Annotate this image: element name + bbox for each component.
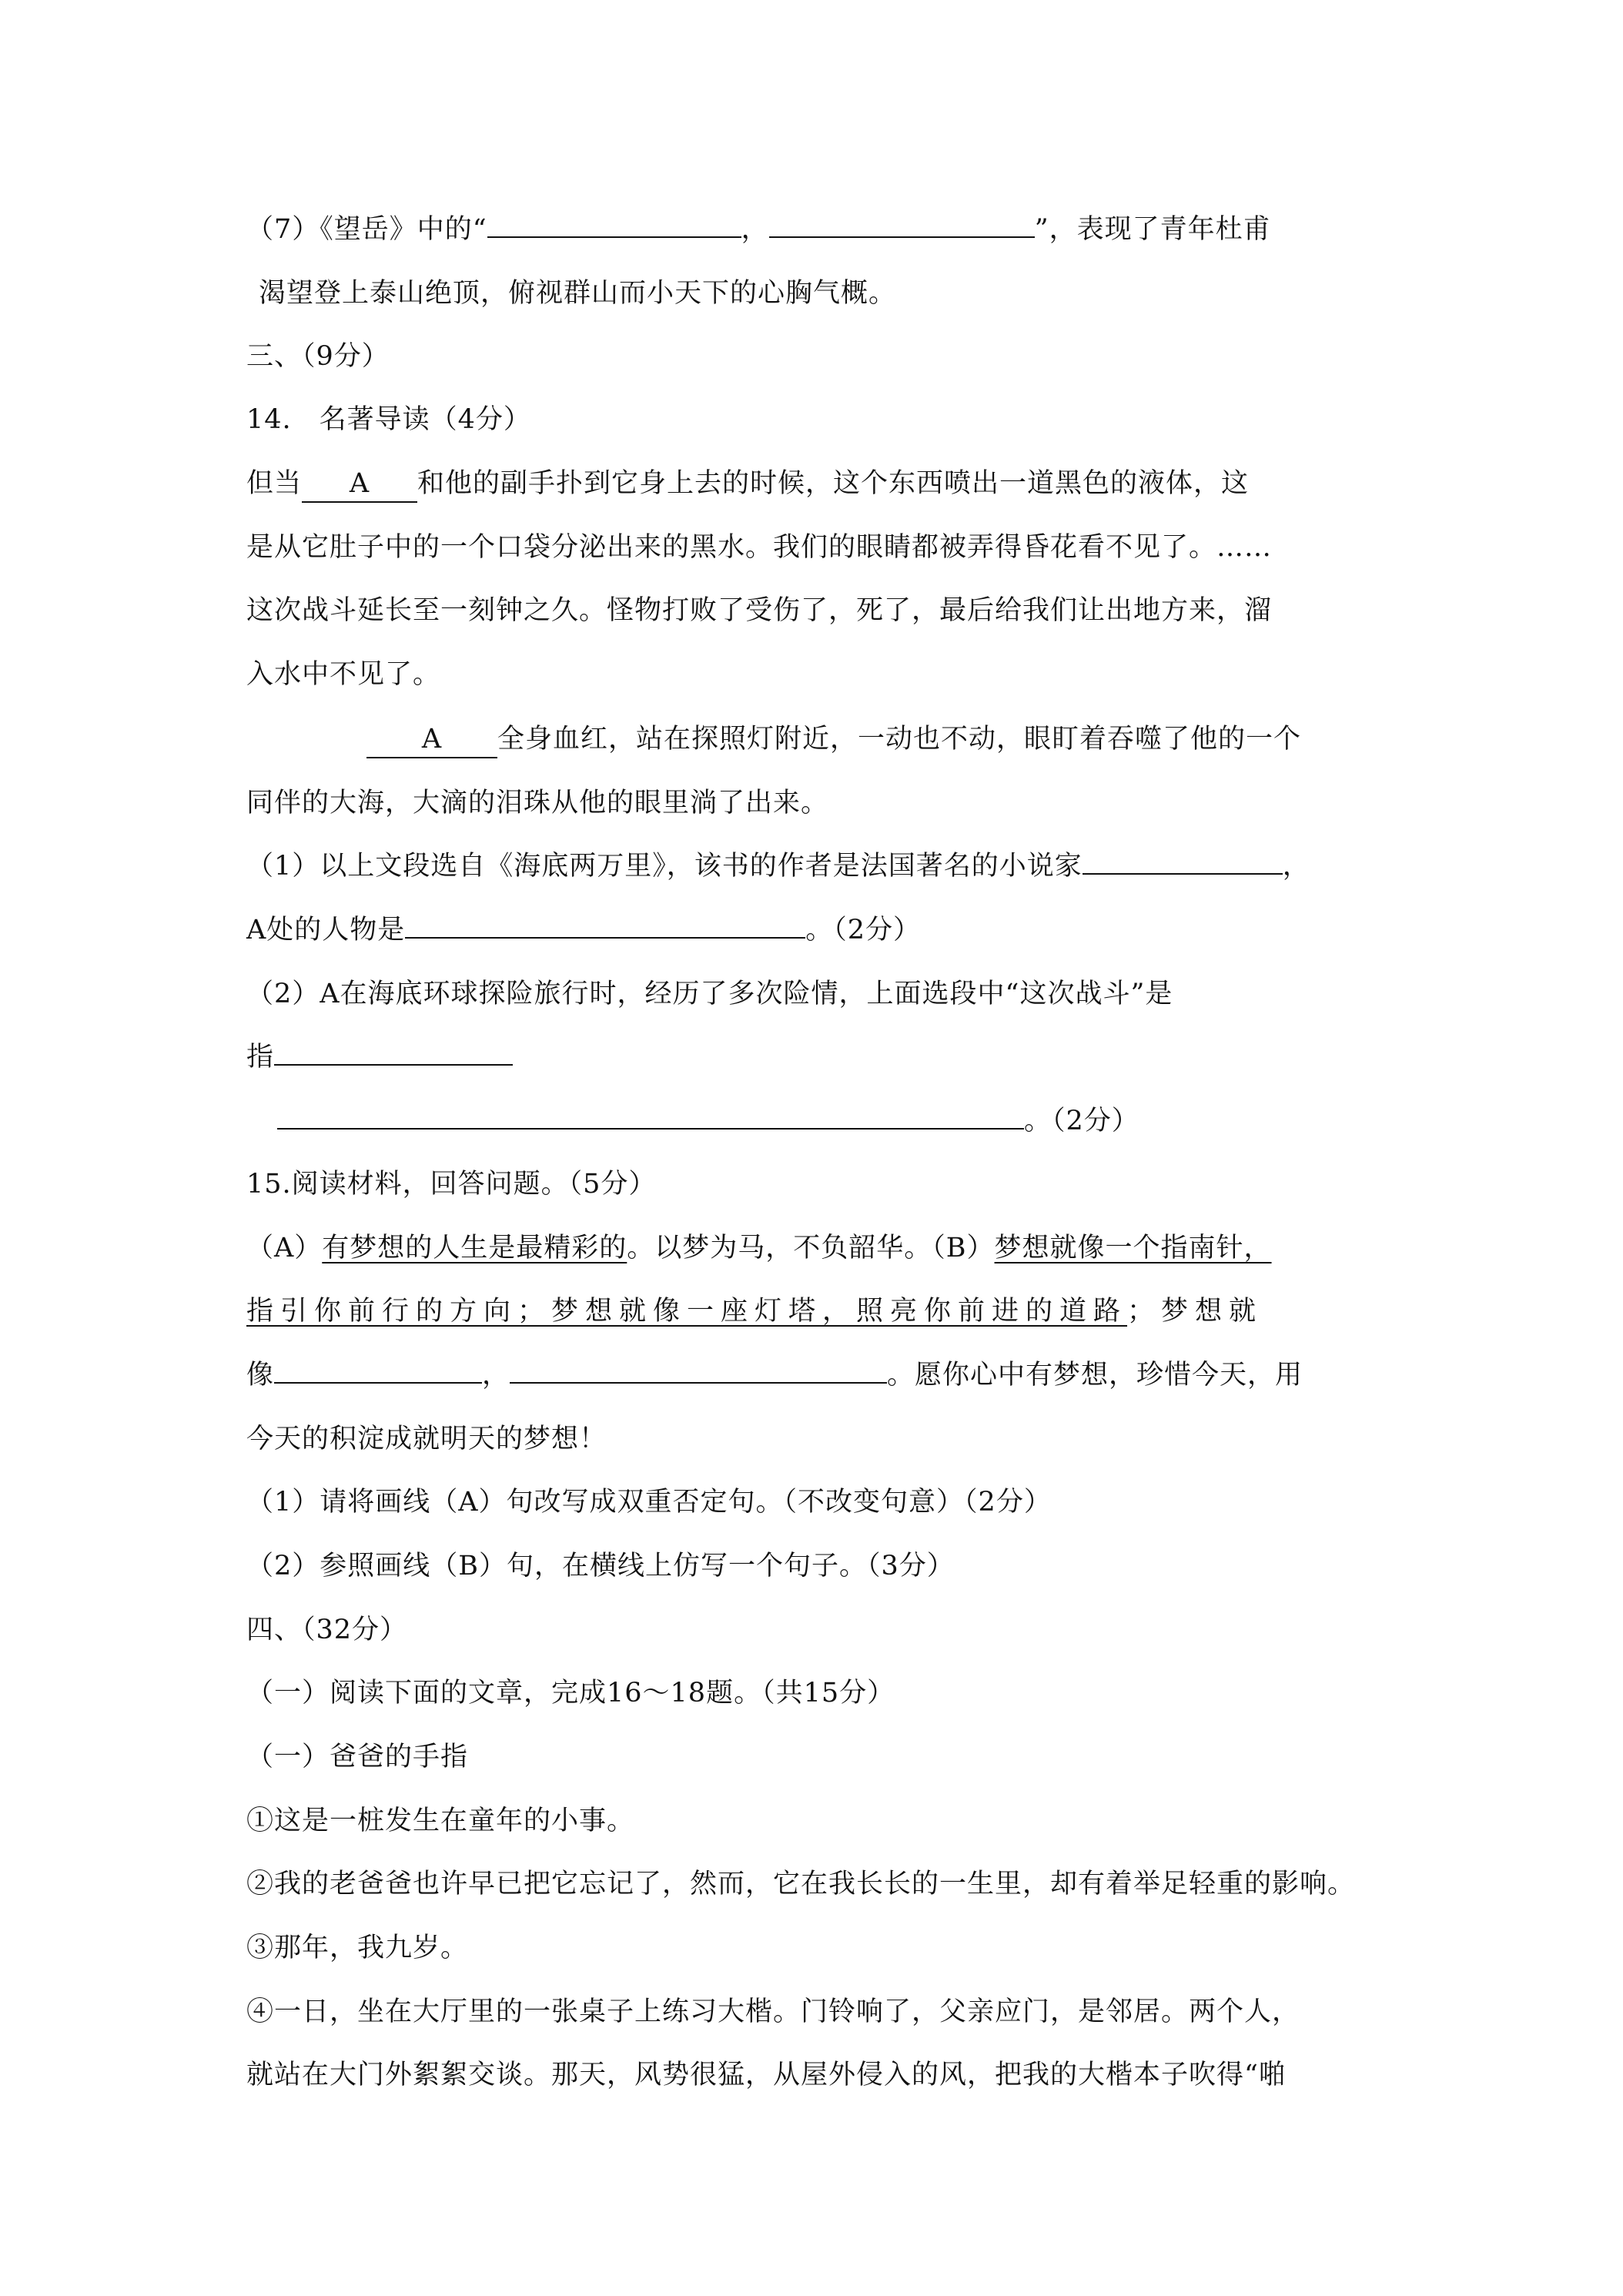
question-14-2: （2）A在海底环球探险旅行时，经历了多次险情，上面选段中“这次战斗”是 (246, 979, 1173, 1009)
section-heading-4: 四、（32分） (246, 1615, 408, 1645)
material-line (246, 1294, 1263, 1329)
text: 像 (246, 1360, 275, 1391)
text: 但当 (246, 468, 303, 499)
text: ， (741, 214, 769, 245)
question-14-2-cont (277, 1103, 1139, 1139)
article-paragraph: 就站在大门外絮絮交谈。那天，风势很猛，从屋外侵入的风，把我的大楷本子吹得“啪 (246, 2060, 1287, 2090)
blank-letter-a: A (366, 721, 497, 758)
question-14-1-cont (246, 912, 921, 948)
article-paragraph: ④一日，坐在大厅里的一张桌子上练习大楷。门铃响了，父亲应门，是邻居。两个人， (246, 1996, 1300, 2027)
underlined-sentence-b: 指引你前行的方向；梦想就像一座灯塔，照亮你前进的道路 (246, 1296, 1128, 1327)
question-14-2-cont (246, 1039, 513, 1075)
answer-blank-2[interactable] (769, 213, 1035, 238)
blank-letter-a: A (302, 466, 417, 503)
text: ， (1282, 851, 1310, 882)
text: A处的人物是 (246, 915, 406, 946)
text: ， (482, 1360, 510, 1391)
passage-line: 入水中不见了。 (246, 659, 441, 690)
text: （7）《望岳》中的“ (246, 214, 487, 245)
question-7-line (246, 212, 1271, 247)
text-line: 渴望登上泰山绝顶，俯视群山而小天下的心胸气概。 (259, 278, 897, 309)
text: 。愿你心中有梦想，珍惜今天，用 (887, 1360, 1303, 1391)
question-15-heading: 15.阅读材料，回答问题。（5分） (246, 1169, 657, 1200)
article-title: （一）爸爸的手指 (246, 1742, 469, 1772)
passage-line: 是从它肚子中的一个口袋分泌出来的黑水。我们的眼睛都被弄得昏花看不见了。…… (246, 532, 1273, 563)
text: ”，表现了青年杜甫 (1034, 214, 1271, 245)
question-14-1 (246, 848, 1310, 884)
passage-line: 同伴的大海，大滴的泪珠从他的眼里淌了出来。 (246, 788, 829, 818)
text: 。以梦为马，不负韶华。（B） (627, 1233, 995, 1263)
answer-blank-1[interactable] (487, 213, 741, 238)
text: 。（2分） (1024, 1106, 1139, 1136)
text: ；梦想就 (1127, 1296, 1263, 1327)
reading-instruction: （一）阅读下面的文章，完成16～18题。（共15分） (246, 1678, 895, 1709)
battle-blank-2[interactable] (277, 1105, 1024, 1130)
question-14-heading: 14. 名著导读（4分） (246, 404, 531, 435)
material-line (246, 1230, 1272, 1266)
question-15-2: （2）参照画线（B）句，在横线上仿写一个句子。（3分） (246, 1551, 955, 1581)
question-15-1: （1）请将画线（A）句改写成双重否定句。（不改变句意）（2分） (246, 1487, 1052, 1518)
text: 指 (246, 1042, 275, 1073)
material-line (246, 1357, 1303, 1393)
text: （1）以上文段选自《海底两万里》，该书的作者是法国著名的小说家 (246, 851, 1083, 882)
passage-line (366, 721, 1301, 758)
author-blank[interactable] (1083, 850, 1283, 875)
section-heading-3: 三、（9分） (246, 341, 390, 372)
article-paragraph: ①这是一桩发生在童年的小事。 (246, 1806, 635, 1836)
text: 。（2分） (805, 915, 922, 946)
text: 和他的副手扑到它身上去的时候，这个东西喷出一道黑色的液体，这 (417, 468, 1250, 499)
underlined-sentence-a: 有梦想的人生是最精彩的 (322, 1233, 627, 1263)
underlined-sentence-b: 梦想就像一个指南针， (994, 1233, 1272, 1263)
imitation-blank-1[interactable] (274, 1359, 482, 1384)
material-line: 今天的积淀成就明天的梦想！ (246, 1424, 607, 1454)
passage-line (246, 466, 1249, 503)
battle-blank-1[interactable] (274, 1041, 513, 1066)
text: （A） (246, 1233, 323, 1263)
article-paragraph: ②我的老爸爸也许早已把它忘记了，然而，它在我长长的一生里，却有着举足轻重的影响。 (246, 1869, 1356, 1899)
character-blank[interactable] (405, 914, 805, 939)
text: 全身血红，站在探照灯附近，一动也不动，眼盯着吞噬了他的一个 (497, 724, 1302, 755)
passage-line: 这次战斗延长至一刻钟之久。怪物打败了受伤了，死了，最后给我们让出地方来，溜 (246, 595, 1273, 626)
imitation-blank-2[interactable] (510, 1359, 887, 1384)
article-paragraph: ③那年，我九岁。 (246, 1933, 469, 1963)
